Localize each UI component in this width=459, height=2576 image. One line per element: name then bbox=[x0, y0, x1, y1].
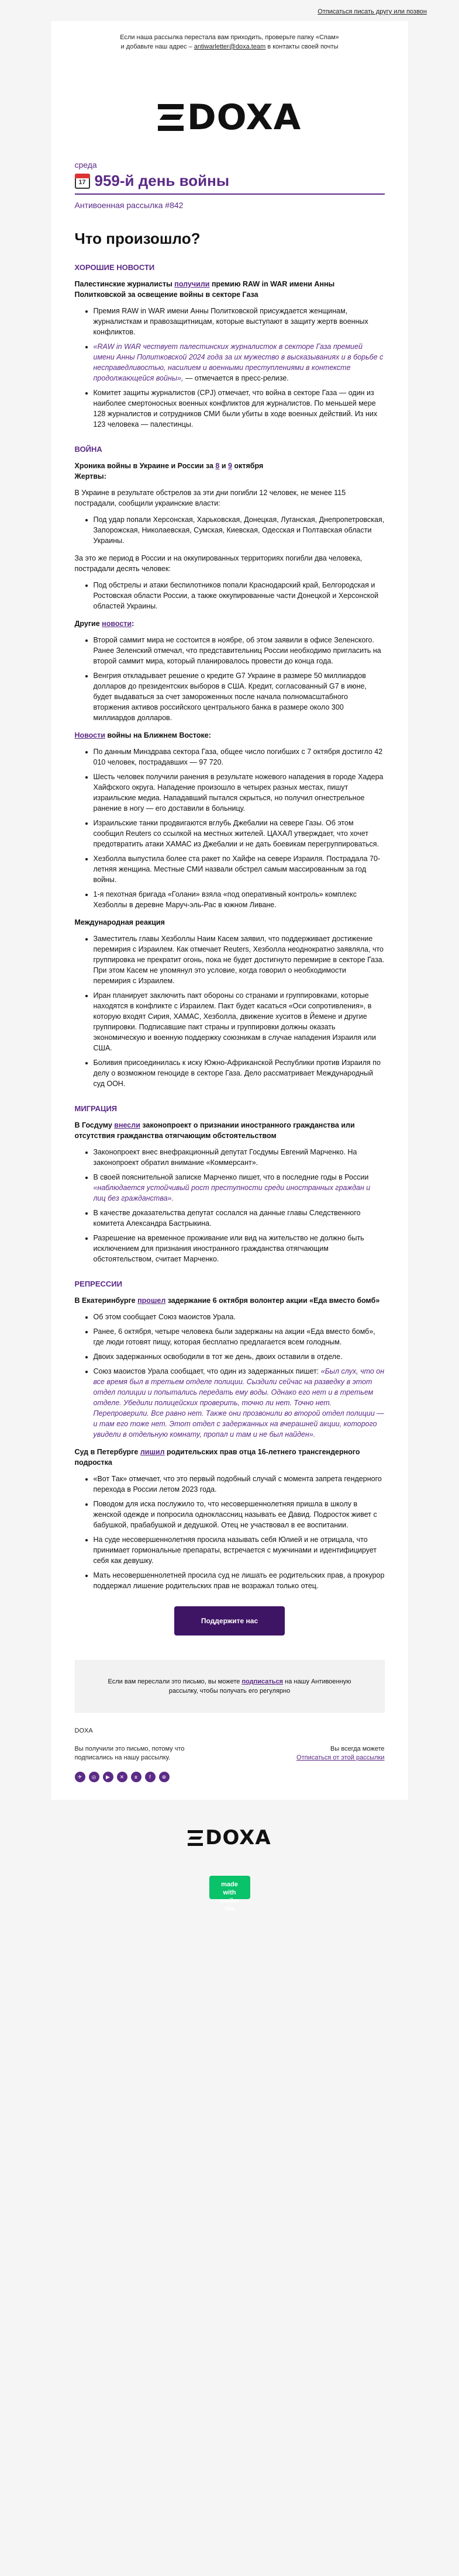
list-item: • Союз маоистов Урала сообщает, что один из задержанных пишет: «Был слух, что он все время был в третьем отделе полиции. Сыздили сейчас на разведку в этот отдел полиции и попытались передать ему воды. Однако его нет и в третьем отделе. Убедили полицейских проверить, точно ли нет. Точно нет. Перепроверили. Все равно нет. Также они прозвонили во второй отдел полиции — и там его тоже нет. Этот отдел с задержанных на вчерашней акции, которого увидели в отдельную комнату, пропал и там и не был найден». bbox=[94, 1366, 385, 1440]
list-item: • Поводом для иска послужило то, что несовершеннолетняя пришла в школу в женской одежде и попросила одноклассниц называть ее Давид. Подросток живет с бабушкой, прабабушкой и дедушкой. Отец не участвовал в ее воспитании. bbox=[94, 1499, 385, 1530]
instagram-icon[interactable]: ◎ bbox=[89, 1772, 99, 1782]
migration-lead: В Госдуму внесли законопроект о признании иностранного гражданства или отсутствия гражданства отягчающим обстоятельством bbox=[74, 1121, 355, 1140]
twitter-icon[interactable]: ✕ bbox=[117, 1772, 127, 1782]
list-item: • Шесть человек получили ранения в результате ножевого нападения в городе Хадера Хайфского округа. Нападение произошло в четырех разных местах, пишут израильские медиа. Нападавший пытался скрыться, но получил огнестрельное ранение в ногу — его доставили в больницу. bbox=[94, 772, 385, 814]
repressions-lead-2: Суд в Петербурге лишил родительских прав отца 16-летнего трансгендерного подростка bbox=[74, 1448, 360, 1467]
mailerlite-badge[interactable]: made with mailer lite bbox=[209, 1876, 250, 1899]
list-item: • Заместитель главы Хезболлы Наим Касем заявил, что поддерживает достижение перемирия с Израилем. Как отмечает Reuters, Хезболла неоднократно заявляла, что группировка не прекратит огонь, пока не будет достигнуто перемирие в секторе Газа. При этом Касем не упомянул это условие, когда говорил о необходимости перемирия с Израилем. bbox=[94, 933, 385, 986]
social-links bbox=[75, 1772, 385, 1782]
list-item: • Боливия присоединилась к иску Южно-Африканской Республики против Израиля по делу о возможном геноциде в секторе Газа. Дело рассматривает Международный суд ООН. bbox=[94, 1057, 385, 1089]
doxa-logo[interactable]: DOXA bbox=[158, 97, 301, 138]
list-item: • Об этом сообщает Союз маоистов Урала. bbox=[94, 1312, 385, 1322]
victims-list bbox=[75, 514, 385, 546]
mailer-badge-area bbox=[0, 1876, 459, 1923]
intl-reaction-list bbox=[75, 933, 385, 1089]
divider bbox=[75, 193, 385, 195]
list-item: • Комитет защиты журналистов (CPJ) отмечает, что война в секторе Газа — один из наиболее смертоносных военных конфликтов для журналистов. По меньшей мере 128 журналистов и сотрудников СМИ были убиты в ходе военных действий. Из них 123 человека — палестинцы. bbox=[94, 388, 385, 430]
support-us-button[interactable]: Поддержите нас bbox=[174, 1606, 285, 1635]
repressions-list-2 bbox=[75, 1474, 385, 1591]
repressions-link-2[interactable]: лишил bbox=[140, 1448, 165, 1456]
list-item: • По данным Минздрава сектора Газа, общее число погибших с 7 октября достигло 42 010 человек, пострадавших — 97 720. bbox=[94, 746, 385, 767]
good-news-lead: Палестинские журналисты получили премию RAW in WAR имени Анны Политковской за освещение войны в секторе Газа bbox=[74, 280, 335, 299]
repressions-heading: РЕПРЕССИИ bbox=[74, 1280, 122, 1288]
day-count-title: 17 959-й день войны bbox=[75, 172, 385, 190]
doxa-mark-icon bbox=[158, 104, 184, 131]
migration-list bbox=[75, 1147, 385, 1264]
doxa-mark-icon bbox=[188, 1830, 203, 1846]
good-news-list bbox=[75, 306, 385, 430]
issue-number: Антивоенная рассылка #842 bbox=[74, 200, 184, 210]
list-item: • Мать несовершеннолетней просила суд не лишать ее родительских прав, а прокурор поддержал лишение родительских прав не возражал только отец. bbox=[94, 1570, 385, 1591]
russia-list bbox=[75, 580, 385, 611]
list-item: • Премия RAW in WAR имени Анны Политковской присуждается женщинам, журналисткам и правозащитницам, которые выступают в защиту жертв военных конфликтов. bbox=[94, 306, 385, 337]
list-item: • «Вот Так» отмечает, что это первый подобный случай с момента запрета гендерного перехода в России летом 2023 года. bbox=[94, 1474, 385, 1495]
list-item: • Двоих задержанных освободили в тот же день, двоих оставили в отделе. bbox=[94, 1351, 385, 1362]
footer-reason: Вы получили это письмо, потому что подписались на нашу рассылку. bbox=[74, 1745, 185, 1761]
war-chronicle: Хроника войны в Украине и России за 8 и 9 октября Жертвы: bbox=[74, 462, 264, 480]
repressions-lead-1: В Екатеринбурге прошел задержание 6 октября волонтер акции «Еда вместо бомб» bbox=[74, 1296, 380, 1305]
mideast-list bbox=[75, 746, 385, 910]
war-heading: ВОЙНА bbox=[74, 445, 102, 454]
bottom-logo-area bbox=[0, 1800, 459, 1876]
chronicle-link-8[interactable]: 8 bbox=[215, 462, 220, 470]
unsubscribe-link[interactable]: Отписаться от этой рассылки bbox=[296, 1754, 385, 1761]
list-item: • На суде несовершеннолетняя просила называть себя Юлией и не отрицала, что принимает гормональные препараты, встречается с мужчинами и идентифицирует себя как девушку. bbox=[94, 1534, 385, 1566]
list-item: • Венгрия откладывает решение о кредите G7 Украине в размере 50 миллиардов долларов до президентских выборов в США. Кредит, согласованный G7 в июне, будет выдаваться за счет замороженных после начала полномасштабного вторжения активов российского центрального банка в размере около 300 миллиардов долларов. bbox=[94, 670, 385, 723]
cta-area bbox=[75, 1606, 385, 1635]
facebook-icon[interactable]: f bbox=[145, 1772, 156, 1782]
list-item: • Ранее, 6 октября, четыре человека были задержаны на акции «Еда вместо бомб», где люди готовят пищу, которая бесплатно предлагается всем голодным. bbox=[94, 1326, 385, 1347]
list-item: • Хезболла выпустила более ста ракет по Хайфе на севере Израиля. Пострадала 70-летняя женщина. Местные СМИ назвали обстрел самым массированным за год войны. bbox=[94, 853, 385, 885]
other-news-label: Другие новости: bbox=[74, 620, 134, 628]
vk-icon[interactable]: в bbox=[131, 1772, 142, 1782]
migration-heading: МИГРАЦИЯ bbox=[74, 1104, 118, 1113]
list-item: • В качестве доказательства депутат сослался на данные главы Следственного комитета Александра Бастрыкина. bbox=[94, 1208, 385, 1229]
list-item: • Иран планирует заключить пакт обороны со странами и группировками, которые находятся в конфликте с Израилем. Пакт будет касаться «Оси сопротивления», в которую входят Сирия, ХАМАС, Хезболла, движение хуситов в Йемене и другие группировки. Подписавшие пакт страны и группировки должны оказать экономическую и военную поддержку союзникам в случае нападения Израиля или США. bbox=[94, 990, 385, 1053]
youtube-icon[interactable]: ▶ bbox=[103, 1772, 113, 1782]
repressions-link-1[interactable]: прошел bbox=[137, 1296, 166, 1305]
good-news-link[interactable]: получили bbox=[174, 280, 210, 288]
calendar-icon: 17 bbox=[75, 174, 90, 189]
logo-area bbox=[51, 79, 408, 155]
subscribe-link[interactable]: подписаться bbox=[241, 1678, 284, 1685]
intl-reaction-label: Международная реакция bbox=[74, 918, 165, 926]
web-icon[interactable]: ⊕ bbox=[159, 1772, 170, 1782]
other-news-link[interactable]: новости bbox=[102, 620, 132, 628]
list-item: • Израильские танки продвигаются вглубь Джебалии на севере Газы. Об этом сообщил Reuters со ссылкой на местных жителей. ЦАХАЛ утверждает, что хочет предотвратить атаки ХАМАС из Джебалии и не дать боевикам перегруппироваться. bbox=[94, 818, 385, 849]
top-bar bbox=[0, 0, 459, 21]
forward-notice: Если вам переслали это письмо, вы можете подписаться на нашу Антивоенную рассылку, чтобы получать его регулярно bbox=[75, 1660, 385, 1713]
chronicle-link-9[interactable]: 9 bbox=[228, 462, 232, 470]
other-news-list bbox=[75, 635, 385, 723]
contact-email-link[interactable]: antiwarletter@doxa.team bbox=[194, 43, 266, 50]
doxa-logo-bottom[interactable]: DOXA bbox=[188, 1826, 271, 1849]
list-item: • Разрешение на временное проживание или вид на жительство не должно быть исключением для признания иностранного гражданства отягчающим обстоятельством, считает Марченко. bbox=[94, 1233, 385, 1264]
view-in-browser-link[interactable]: Отписаться писать другу или позвон bbox=[317, 8, 427, 15]
email-content bbox=[51, 160, 408, 1713]
victims-text: В Украине в результате обстрелов за эти дни погибли 12 человек, не менее 115 пострадали, сообщили украинские власти: bbox=[74, 489, 346, 507]
footer-unsubscribe: Вы всегда можете Отписаться от этой рассылки bbox=[296, 1745, 385, 1761]
footer bbox=[51, 1727, 408, 1800]
list-item: • Под обстрелы и атаки беспилотников попали Краснодарский край, Белгородская и Ростовская области России, а также оккупированные части Донецкой и Херсонской областей Украины. bbox=[94, 580, 385, 611]
migration-link[interactable]: внесли bbox=[114, 1121, 140, 1129]
list-item: • Под удар попали Херсонская, Харьковская, Донецкая, Луганская, Днепропетровская, Запорожская, Николаевская, Сумская, Киевская, Одесская и Полтавская области Украины. bbox=[94, 514, 385, 546]
section-title: Что произошло? bbox=[74, 230, 201, 247]
telegram-icon[interactable]: ✈ bbox=[75, 1772, 85, 1782]
footer-org: DOXA bbox=[74, 1727, 93, 1734]
russia-text: За это же период в России и на оккупированных территориях погибли два человека, пострадали десять человек: bbox=[74, 554, 363, 573]
spam-notice: Если наша рассылка перестала вам приходить, проверьте папку «Спам» и добавьте наш адрес – antiwarletter@doxa.team в контакты своей почты bbox=[120, 34, 339, 50]
list-item: • «RAW in WAR чествует палестинских журналисток в секторе Газа премией имени Анны Политковской 2024 года за их мужество в высказываниях и в борьбе с несправедливостью, насилием и военными преступлениями в контексте продолжающейся войны», — отмечается в пресс-релизе. bbox=[94, 341, 385, 383]
list-item: • Законопроект внес внефракционный депутат Госдумы Евгений Марченко. На законопроект обратил внимание «Коммерсант». bbox=[94, 1147, 385, 1168]
mideast-label: Новости войны на Ближнем Востоке: bbox=[74, 731, 211, 739]
email-card bbox=[51, 21, 408, 1800]
list-item: • Второй саммит мира не состоится в ноябре, об этом заявили в офисе Зеленского. Ранее Зеленский отмечал, что представительниц России необходимо пригласить на второй саммит мира, который планировалось провести до конца года. bbox=[94, 635, 385, 666]
list-item: • 1-я пехотная бригада «Голани» взяла «под оперативный контроль» комплекс Хезболлы в деревне Маруч-эль-Рас в южном Ливане. bbox=[94, 889, 385, 910]
list-item: • В своей пояснительной записке Марченко пишет, что в последние годы в России «наблюдается устойчивый рост преступности среди иностранных граждан и лиц без гражданства». bbox=[94, 1172, 385, 1204]
mideast-news-link[interactable]: Новости bbox=[74, 731, 105, 739]
weekday: среда bbox=[74, 160, 97, 170]
repressions-list-1 bbox=[75, 1312, 385, 1440]
good-news-heading: ХОРОШИЕ НОВОСТИ bbox=[74, 263, 155, 272]
